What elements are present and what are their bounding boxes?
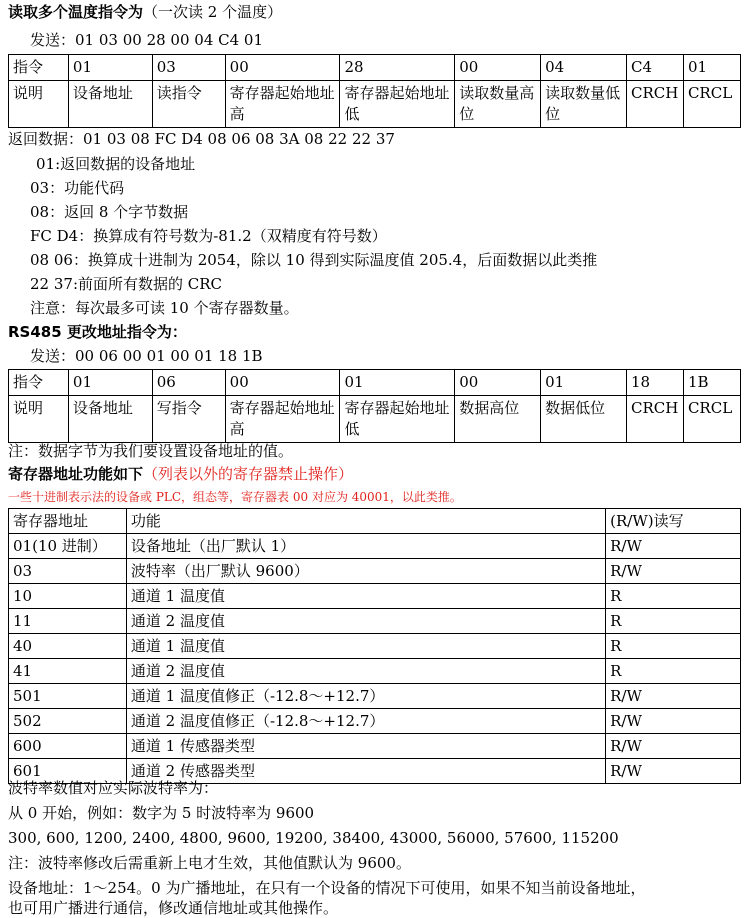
cell: 18 [626, 370, 683, 396]
cell: 设备地址（出厂默认 1） [126, 534, 605, 559]
table-row [9, 609, 741, 634]
cell: 通道 1 温度值 [126, 634, 605, 659]
cell: R/W [606, 734, 741, 759]
cell: 600 [9, 734, 127, 759]
table-row [9, 734, 741, 759]
table-row [9, 559, 741, 584]
section4-line-1: 从 0 开始，例如：数字为 5 时波特率为 9600 [8, 804, 315, 822]
section4-line-2: 300, 600, 1200, 2400, 4800, 9600, 19200, 38400, 43000, 56000, 57600, 115200 [8, 829, 619, 847]
cell: 00 [225, 370, 340, 396]
section1-title: 读取多个温度指令为 [8, 3, 144, 21]
section4-line-4: 设备地址：1～254。0 为广播地址，在只有一个设备的情况下可使用，如果不知当前设备地址， [8, 879, 646, 897]
address-command-row-description [9, 396, 741, 443]
cell: CRCH [626, 396, 683, 443]
cell: 说明 [9, 396, 69, 443]
cell: 数据低位 [541, 396, 627, 443]
address-command-row-instruction [9, 370, 741, 396]
register-table [8, 508, 741, 784]
section3-title-warning: （列表以外的寄存器禁止操作） [143, 465, 354, 483]
cell: 通道 1 温度值 [126, 584, 605, 609]
cell: 06 [152, 370, 225, 396]
cell: 502 [9, 709, 127, 734]
cell: 设备地址 [68, 396, 152, 443]
cell: 01 [340, 370, 455, 396]
section3-subnote: 一些十进制表示法的设备或 PLC，组态等，寄存器表 00 对应为 40001，以此类推。 [8, 490, 462, 504]
section1-response: 返回数据：01 03 08 FC D4 08 06 08 3A 08 22 22 37 [8, 130, 395, 148]
section2-send: 发送：00 06 00 01 00 01 18 1B [30, 347, 263, 365]
section2-note: 注：数据字节为我们要设置设备地址的值。 [8, 442, 294, 460]
read-command-table [8, 54, 741, 128]
section4-line-0: 波特率数值对应实际波特率为： [8, 779, 219, 797]
cell: C4 [626, 55, 683, 81]
section1-note-2: 08：返回 8 个字节数据 [30, 203, 189, 221]
cell: 通道 2 温度值修正（-12.8～+12.7） [126, 709, 605, 734]
cell: 01 [68, 55, 152, 81]
cell: 读指令 [152, 81, 225, 128]
cell: CRCL [683, 81, 740, 128]
cell: 01 [68, 370, 152, 396]
cell: 通道 1 温度值修正（-12.8～+12.7） [126, 684, 605, 709]
cell: 波特率（出厂默认 9600） [126, 559, 605, 584]
table-row [9, 709, 741, 734]
cell: R/W [606, 709, 741, 734]
section2-title: RS485 更改地址指令为： [8, 323, 187, 341]
cell: CRCL [683, 396, 740, 443]
section3-title-line [8, 464, 353, 484]
cell: 1B [683, 370, 740, 396]
cell: 寄存器起始地址低 [340, 396, 455, 443]
cell: 501 [9, 684, 127, 709]
cell: 01 [541, 370, 627, 396]
cell: 寄存器起始地址高 [225, 396, 340, 443]
section1-send: 发送：01 03 00 28 00 04 C4 01 [30, 31, 264, 49]
cell: 00 [455, 370, 541, 396]
table-row [9, 634, 741, 659]
section1-note-1: 03：功能代码 [30, 179, 125, 197]
section1-title-line [8, 2, 282, 22]
cell: 03 [9, 559, 127, 584]
cell: 03 [152, 55, 225, 81]
cell: 601 [9, 759, 127, 784]
cell: R/W [606, 759, 741, 784]
cell: 通道 1 传感器类型 [126, 734, 605, 759]
table-row [9, 659, 741, 684]
register-table-header [9, 509, 741, 534]
cell: 通道 2 温度值 [126, 659, 605, 684]
cell: R/W [606, 684, 741, 709]
cell: 指令 [9, 55, 69, 81]
table-row [9, 584, 741, 609]
cell: 写指令 [152, 396, 225, 443]
cell: 04 [541, 55, 627, 81]
cell: 28 [340, 55, 455, 81]
cell: 指令 [9, 370, 69, 396]
cell: 00 [455, 55, 541, 81]
section3-title: 寄存器地址功能如下 [8, 465, 144, 483]
cell: 01 [683, 55, 740, 81]
cell: 说明 [9, 81, 69, 128]
cell: R/W [606, 534, 741, 559]
section1-note-4: 08 06：换算成十进制为 2054，除以 10 得到实际温度值 205.4，后面数据以此类推 [30, 251, 598, 269]
section1-note-0: 01:返回数据的设备地址 [36, 155, 196, 173]
cell: 寄存器起始地址高 [225, 81, 340, 128]
section1-note-3: FC D4：换算成有符号数为-81.2（双精度有符号数） [30, 227, 387, 245]
table-row [9, 684, 741, 709]
cell: 10 [9, 584, 127, 609]
cell: R [606, 659, 741, 684]
cell: 通道 2 传感器类型 [126, 759, 605, 784]
cell: 读取数量低位 [541, 81, 627, 128]
cell: CRCH [626, 81, 683, 128]
cell: R [606, 584, 741, 609]
cell: 01(10 进制） [9, 534, 127, 559]
cell: 11 [9, 609, 127, 634]
cell: R/W [606, 559, 741, 584]
cell: 读取数量高位 [455, 81, 541, 128]
cell: 寄存器起始地址低 [340, 81, 455, 128]
cell: 设备地址 [68, 81, 152, 128]
cell: 40 [9, 634, 127, 659]
address-command-table [8, 369, 741, 443]
cell: R [606, 634, 741, 659]
read-command-row-description [9, 81, 741, 128]
table-row [9, 534, 741, 559]
header-cell: (R/W)读写 [606, 509, 741, 534]
cell: 通道 2 温度值 [126, 609, 605, 634]
read-command-row-instruction [9, 55, 741, 81]
section1-title-note: （一次读 2 个温度） [143, 3, 283, 21]
header-cell: 寄存器地址 [9, 509, 127, 534]
section4-line-3: 注：波特率修改后需重新上电才生效，其他值默认为 9600。 [8, 854, 411, 872]
cell: 数据高位 [455, 396, 541, 443]
header-cell: 功能 [126, 509, 605, 534]
cell: 41 [9, 659, 127, 684]
section1-note-5: 22 37:前面所有数据的 CRC [30, 275, 223, 293]
section4-line-5: 也可用广播进行通信，修改通信地址或其他操作。 [8, 899, 339, 917]
section1-note-6: 注意：每次最多可读 10 个寄存器数量。 [30, 299, 299, 317]
cell: R [606, 609, 741, 634]
cell: 00 [225, 55, 340, 81]
